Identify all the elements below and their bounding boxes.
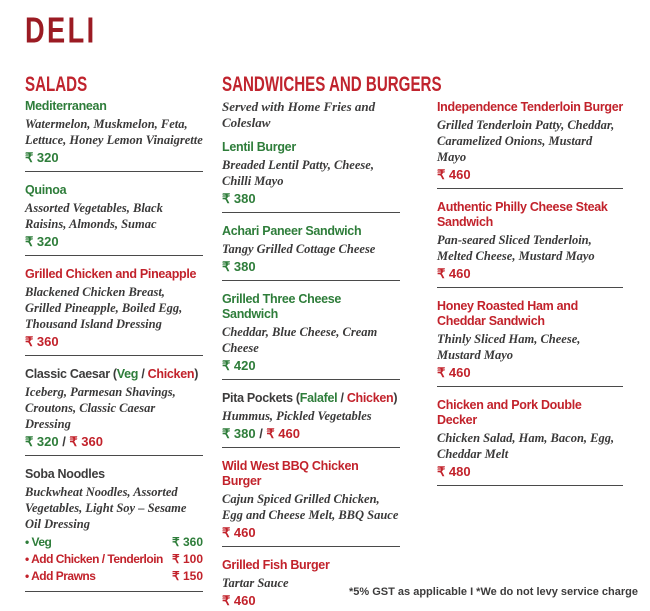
item-name-part: Wild West BBQ Chicken Burger	[222, 459, 359, 488]
item-price-part: ₹ 460	[222, 525, 256, 540]
item-name	[25, 183, 203, 198]
item-name-part: Falafel	[299, 391, 338, 405]
item-price-part: ₹ 460	[437, 365, 471, 380]
addon-label: • Veg	[25, 535, 52, 549]
footnote: *5% GST as applicable I *We do not levy service charge	[349, 586, 638, 598]
addon-row	[25, 568, 203, 585]
item-name-part: Honey Roasted Ham and Cheddar Sandwich	[437, 299, 578, 328]
item-description: Chicken Salad, Ham, Bacon, Egg, Cheddar Melt	[437, 431, 615, 461]
item-divider	[222, 546, 400, 547]
item-description: Assorted Vegetables, Black Raisins, Almonds, Sumac	[25, 201, 163, 231]
item-price-part: ₹ 480	[437, 464, 471, 479]
item-name-part: Grilled Chicken and Pineapple	[25, 267, 197, 281]
item-name	[437, 398, 623, 428]
section-header-text: SANDWICHES AND BURGERS	[222, 73, 442, 96]
item-name	[222, 558, 400, 573]
menu-item	[437, 100, 623, 189]
item-name-part: Chicken	[346, 391, 394, 405]
page-title	[25, 12, 650, 52]
item-price	[25, 334, 203, 349]
menu-item	[25, 367, 203, 456]
addon-row	[25, 534, 203, 551]
item-price-part: ₹ 380	[222, 426, 256, 441]
item-price	[437, 266, 623, 281]
item-price	[25, 150, 203, 165]
item-name	[222, 292, 400, 322]
item-name-part: Mediterranean	[25, 99, 107, 113]
item-price-part: ₹ 380	[222, 259, 256, 274]
menu-item	[222, 558, 400, 611]
item-divider	[437, 287, 623, 288]
addon-price: ₹ 150	[172, 569, 203, 583]
section-header	[25, 70, 203, 96]
item-divider	[437, 386, 623, 387]
item-price-part: ₹ 360	[25, 334, 59, 349]
item-description: Blackened Chicken Breast, Grilled Pineapple, Boiled Egg, Thousand Island Dressing	[25, 285, 183, 331]
item-divider	[222, 212, 400, 213]
item-price	[222, 191, 400, 206]
item-name-part: Classic Caesar (	[25, 367, 117, 381]
item-name-part: /	[337, 391, 347, 405]
item-divider	[222, 447, 400, 448]
item-price-part: ₹ 460	[437, 167, 471, 182]
item-price-part: ₹ 460	[266, 426, 300, 441]
item-name-part: Grilled Three Cheese Sandwich	[222, 292, 342, 321]
item-name	[437, 200, 623, 230]
menu-item	[222, 224, 400, 281]
item-description: Hummus, Pickled Vegetables	[222, 409, 372, 423]
item-price	[222, 259, 400, 274]
menu-column-0	[25, 70, 203, 603]
item-price	[222, 426, 400, 441]
item-name	[25, 467, 203, 482]
page-title-text: DELI	[25, 11, 97, 51]
column-note: Served with Home Fries and Coleslaw	[222, 99, 376, 130]
item-price-part: ₹ 420	[222, 358, 256, 373]
item-name-part: Authentic Philly Cheese Steak Sandwich	[437, 200, 608, 229]
item-divider	[437, 485, 623, 486]
menu-item	[25, 267, 203, 356]
menu-item	[222, 140, 400, 213]
item-price-part: ₹ 360	[69, 434, 103, 449]
menu-columns	[25, 70, 650, 611]
item-name-part: Achari Paneer Sandwich	[222, 224, 362, 238]
item-price	[25, 434, 203, 449]
item-name	[222, 391, 400, 406]
menu-column-1	[222, 70, 442, 611]
item-price-part: ₹ 460	[222, 593, 256, 608]
menu-item	[222, 292, 400, 380]
section-header-text: SALADS	[25, 73, 88, 96]
item-name-part: )	[393, 391, 398, 405]
item-price-part: ₹ 320	[25, 434, 59, 449]
item-name-part: Soba Noodles	[25, 467, 105, 481]
section-header	[222, 70, 442, 96]
item-divider	[25, 591, 203, 592]
item-description: Tartar Sauce	[222, 576, 289, 590]
item-price-part: ₹ 460	[437, 266, 471, 281]
item-price-part: ₹ 320	[25, 150, 59, 165]
item-divider	[222, 280, 400, 281]
item-price	[25, 234, 203, 249]
item-name	[25, 267, 203, 282]
item-price-part: ₹ 320	[25, 234, 59, 249]
item-description: Iceberg, Parmesan Shavings, Croutons, Classic Caesar Dressing	[25, 385, 176, 431]
item-price	[222, 358, 400, 373]
item-name	[222, 459, 400, 489]
menu-item	[437, 299, 623, 387]
item-description: Watermelon, Muskmelon, Feta, Lettuce, Honey Lemon Vinaigrette	[25, 117, 203, 147]
item-price	[437, 464, 623, 479]
item-name	[25, 99, 203, 114]
menu-item	[222, 391, 400, 448]
addon-label: • Add Prawns	[25, 569, 96, 583]
item-description: Thinly Sliced Ham, Cheese, Mustard Mayo	[437, 332, 581, 362]
item-price	[437, 365, 623, 380]
item-name	[25, 367, 203, 382]
item-description: Cajun Spiced Grilled Chicken, Egg and Cheese Melt, BBQ Sauce	[222, 492, 399, 522]
menu-item	[25, 183, 203, 256]
addon-row	[25, 551, 203, 568]
item-name-part: Pita Pockets (	[222, 391, 300, 405]
item-divider	[25, 171, 203, 172]
item-description: Cheddar, Blue Cheese, Cream Cheese	[222, 325, 378, 355]
item-name-part: Independence Tenderloin Burger	[437, 100, 623, 114]
addon-price: ₹ 360	[172, 535, 203, 549]
item-price-part: /	[255, 426, 267, 441]
item-name	[437, 299, 623, 329]
menu-column-2	[437, 70, 623, 497]
item-description: Tangy Grilled Cottage Cheese	[222, 242, 376, 256]
item-description: Buckwheat Noodles, Assorted Vegetables, Light Soy – Sesame Oil Dressing	[25, 485, 187, 531]
item-divider	[222, 379, 400, 380]
menu-item	[437, 200, 623, 288]
item-divider	[25, 455, 203, 456]
item-name	[437, 100, 623, 115]
item-name-part: Quinoa	[25, 183, 67, 197]
item-name-part: Veg	[116, 367, 139, 381]
item-name-part: Lentil Burger	[222, 140, 296, 154]
item-price	[437, 167, 623, 182]
item-divider	[25, 355, 203, 356]
item-price-part: /	[58, 434, 70, 449]
item-name	[222, 140, 400, 155]
item-price-part: ₹ 380	[222, 191, 256, 206]
addon-label: • Add Chicken / Tenderloin	[25, 552, 163, 566]
menu-item	[25, 467, 203, 592]
item-name-part: )	[194, 367, 199, 381]
item-description: Grilled Tenderloin Patty, Cheddar, Caramelized Onions, Mustard Mayo	[437, 118, 615, 164]
item-name-part: /	[138, 367, 148, 381]
item-name-part: Chicken and Pork Double Decker	[437, 398, 582, 427]
item-price	[222, 525, 400, 540]
menu-item	[437, 398, 623, 486]
item-description: Pan-seared Sliced Tenderloin, Melted Cheese, Mustard Mayo	[437, 233, 595, 263]
item-divider	[437, 188, 623, 189]
item-description: Breaded Lentil Patty, Cheese, Chilli Mayo	[222, 158, 374, 188]
item-divider	[25, 255, 203, 256]
item-name-part: Grilled Fish Burger	[222, 558, 330, 572]
item-name	[222, 224, 400, 239]
menu-item	[25, 99, 203, 172]
menu-item	[222, 459, 400, 547]
item-name-part: Chicken	[147, 367, 195, 381]
addon-price: ₹ 100	[172, 552, 203, 566]
